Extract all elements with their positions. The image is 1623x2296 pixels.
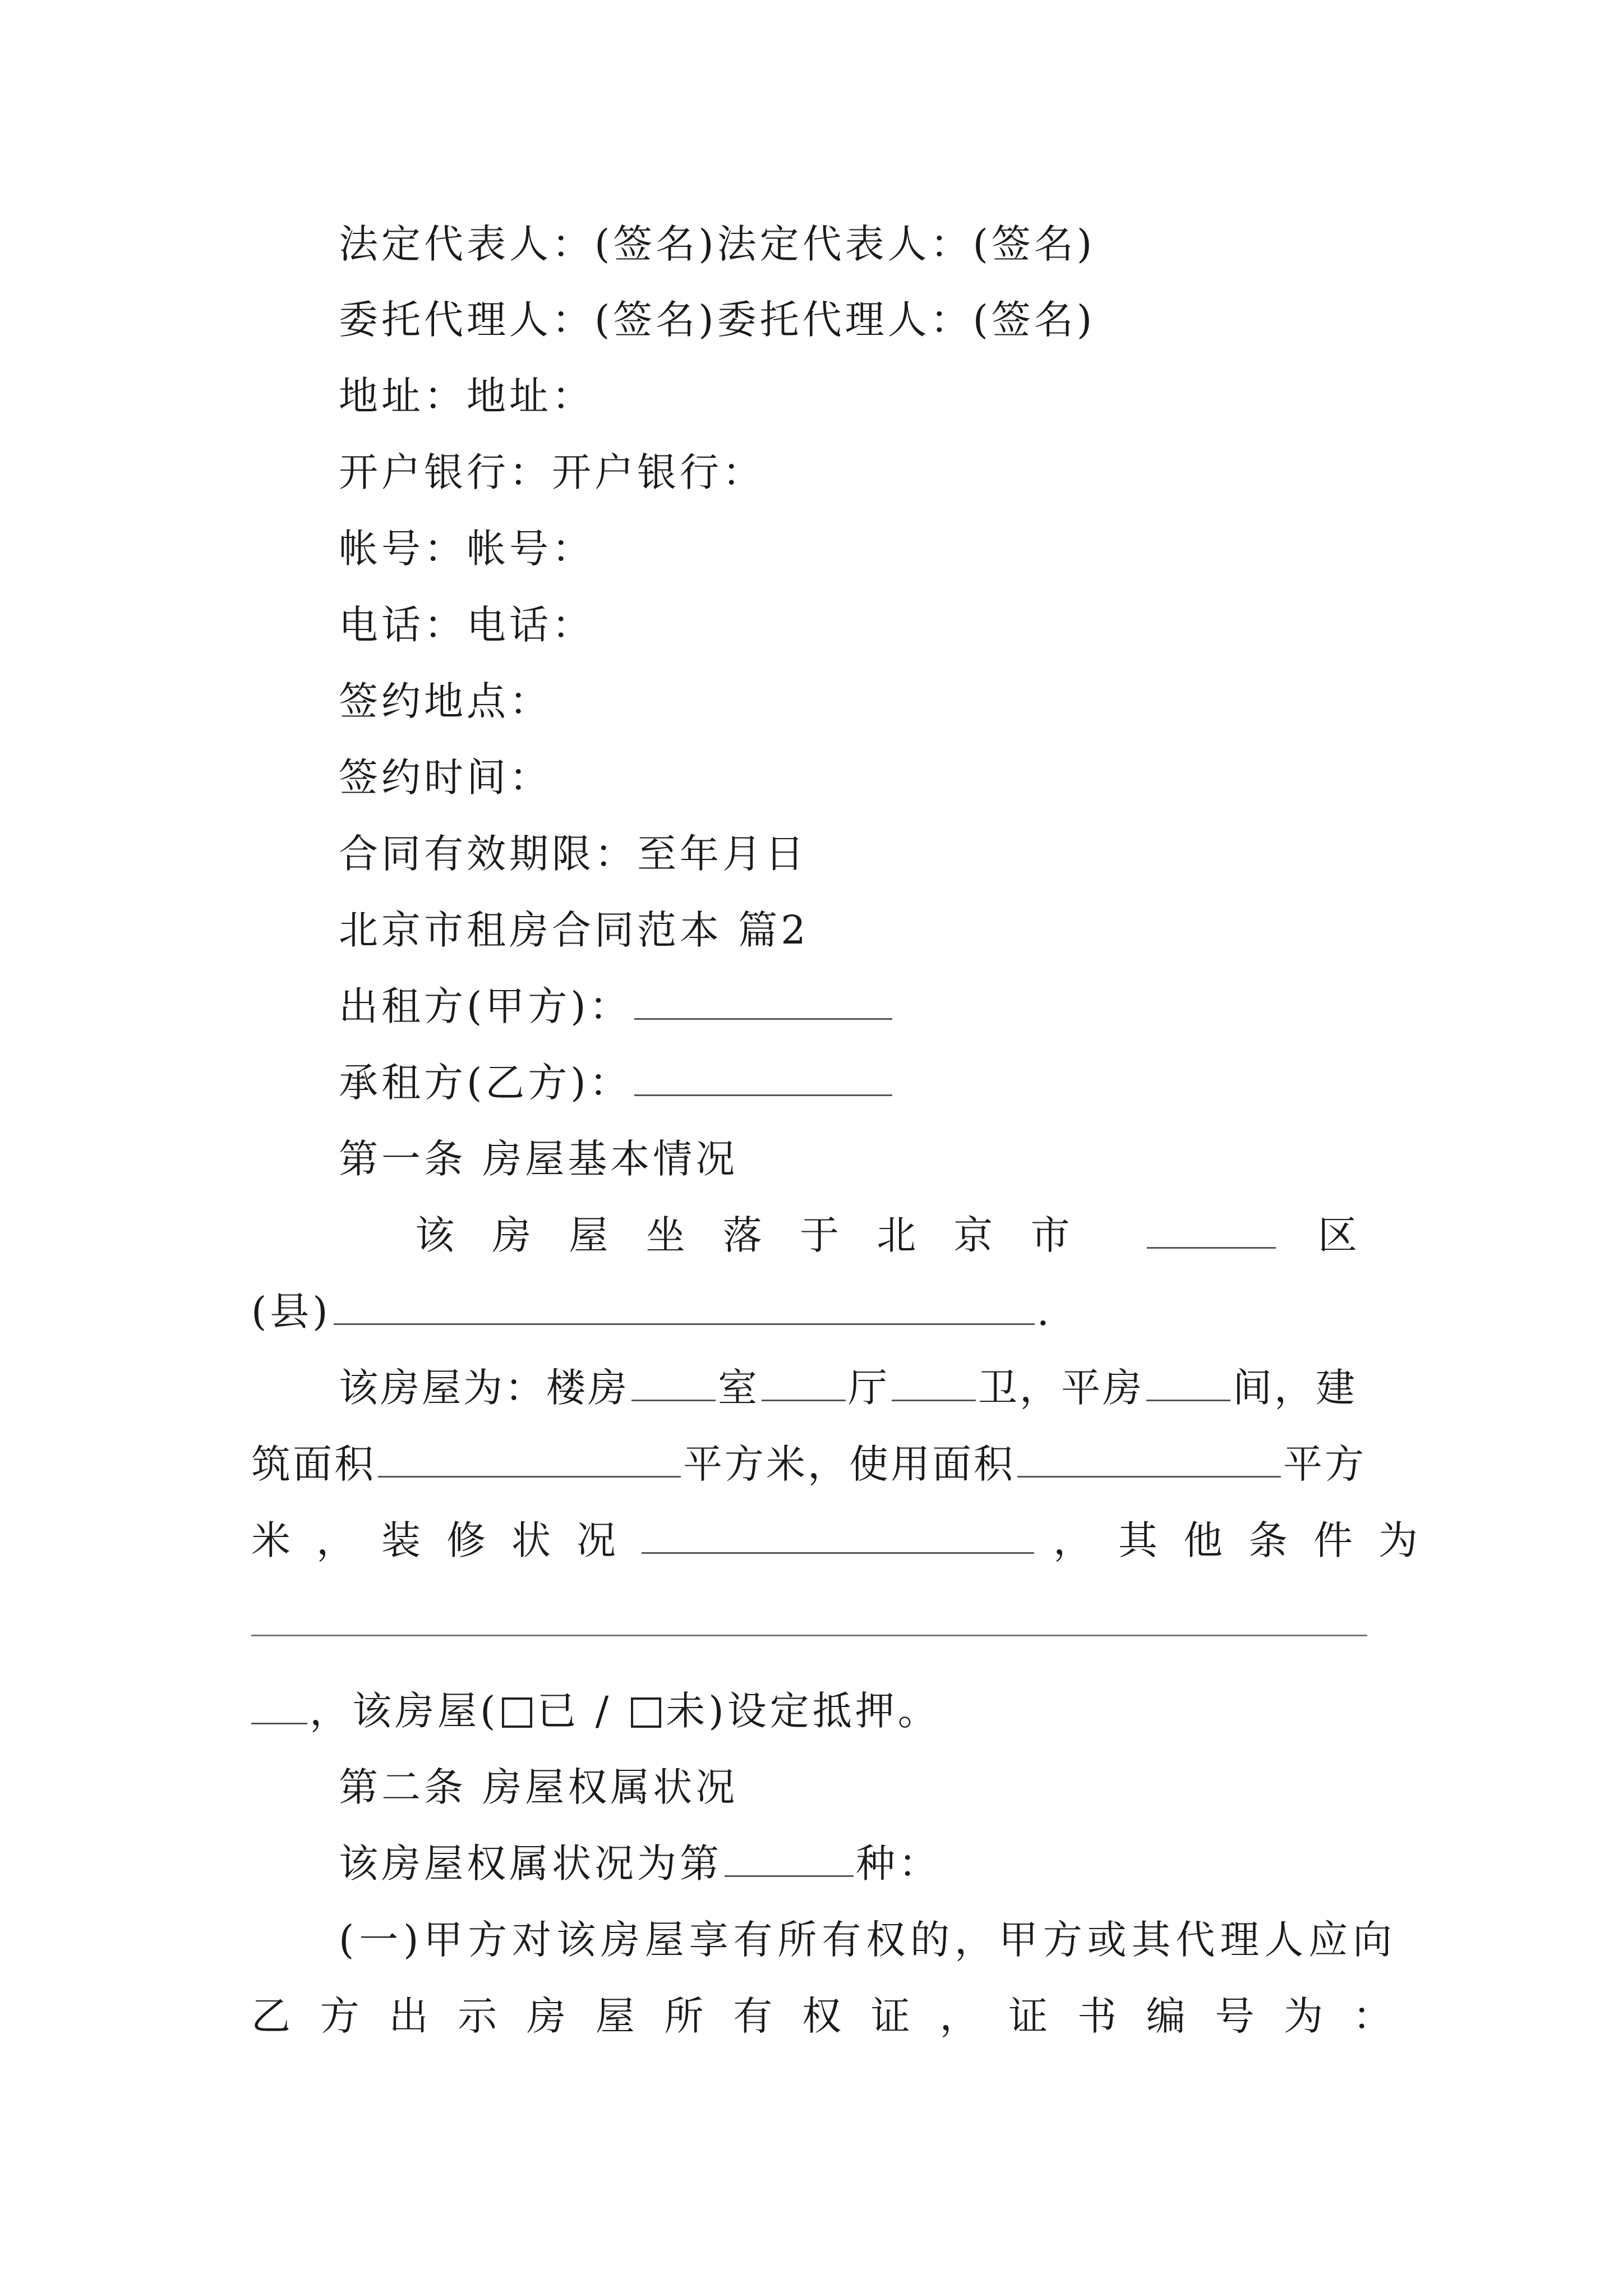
decoration-end: ，其他条件为 [1053, 1517, 1444, 1563]
checkbox-mortgaged[interactable] [502, 1697, 532, 1728]
build-area-blank [378, 1437, 681, 1478]
rooms-end: 间，建 [1233, 1365, 1357, 1411]
county-line [251, 1283, 1392, 1340]
lessee-label: 承租方(乙方)： [339, 1060, 632, 1106]
mortgage-line [251, 1683, 1392, 1739]
agent-line: 委托代理人：(签名)委托代理人：(签名) [339, 297, 1096, 343]
lessor-line [339, 978, 1392, 1034]
sign-time-line: 签约时间： [339, 754, 552, 800]
area-label: 筑面积 [251, 1441, 376, 1487]
checkbox-not-mortgaged[interactable] [631, 1697, 661, 1728]
article-2-heading: 第二条 房屋权属状况 [339, 1764, 739, 1810]
other-conditions-blank [251, 1635, 1367, 1636]
location-text: 该房屋坐落于北京市 [415, 1212, 1108, 1258]
sign-place-line: 签约地点： [339, 678, 552, 724]
area-end: 平方 [1283, 1441, 1366, 1487]
account-line: 帐号：帐号： [339, 526, 594, 572]
validity-line: 合同有效期限：至年月日 [339, 831, 808, 877]
mortgaged-label: 已 / [537, 1688, 628, 1734]
area-line [251, 1436, 1392, 1492]
bungalow-blank [1146, 1360, 1230, 1401]
ownership-type-line [339, 1835, 1392, 1892]
lessee-blank [634, 1055, 892, 1096]
ownership-clause-line-1: (一)甲方对该房屋享有所有权的，甲方或其代理人应向 [339, 1917, 1392, 1963]
ownership-type-blank [725, 1836, 854, 1877]
ownership-type-label: 该房屋权属状况为第 [339, 1841, 722, 1887]
rooms-blank [631, 1360, 716, 1401]
bath-blank [892, 1360, 976, 1401]
mortgage-blank [251, 1683, 307, 1724]
decoration-label: 米，装修状况 [251, 1517, 642, 1563]
location-line [415, 1207, 1392, 1263]
use-area-blank [1017, 1437, 1281, 1478]
lessee-line [339, 1055, 1392, 1111]
county-end: . [1036, 1289, 1053, 1335]
decoration-line [251, 1512, 1444, 1568]
area-mid: 平方米，使用面积 [683, 1441, 1015, 1487]
rooms-hall: 厅 [848, 1365, 889, 1411]
not-mortgaged-label: 未)设定抵押。 [666, 1688, 940, 1734]
lessor-blank [634, 979, 892, 1020]
article-1-heading: 第一条 房屋基本情况 [339, 1136, 739, 1182]
legal-rep-line: 法定代表人：(签名)法定代表人：(签名) [339, 221, 1096, 267]
address-line: 地址：地址： [339, 373, 594, 419]
lessor-label: 出租方(甲方)： [339, 983, 632, 1029]
rooms-label: 该房屋为：楼房 [339, 1365, 629, 1411]
ownership-type-end: 种： [856, 1841, 941, 1887]
district-blank [1147, 1208, 1276, 1249]
phone-line: 电话：电话： [339, 602, 594, 648]
ownership-clause-line-2: 乙方出示房屋所有权证，证书编号为： [251, 1993, 1392, 2039]
hall-blank [762, 1360, 846, 1401]
rooms-bath: 卫，平房 [978, 1365, 1144, 1411]
rooms-line [339, 1360, 1392, 1416]
district-label: 区 [1315, 1212, 1393, 1258]
bank-line: 开户银行：开户银行： [339, 449, 765, 495]
mortgage-label: ，该房屋( [310, 1688, 499, 1734]
county-blank [334, 1284, 1035, 1325]
rooms-room: 室 [718, 1365, 759, 1411]
decoration-blank [642, 1513, 1034, 1554]
county-label: (县) [251, 1289, 331, 1335]
section-title: 北京市租房合同范本 篇2 [339, 907, 809, 953]
